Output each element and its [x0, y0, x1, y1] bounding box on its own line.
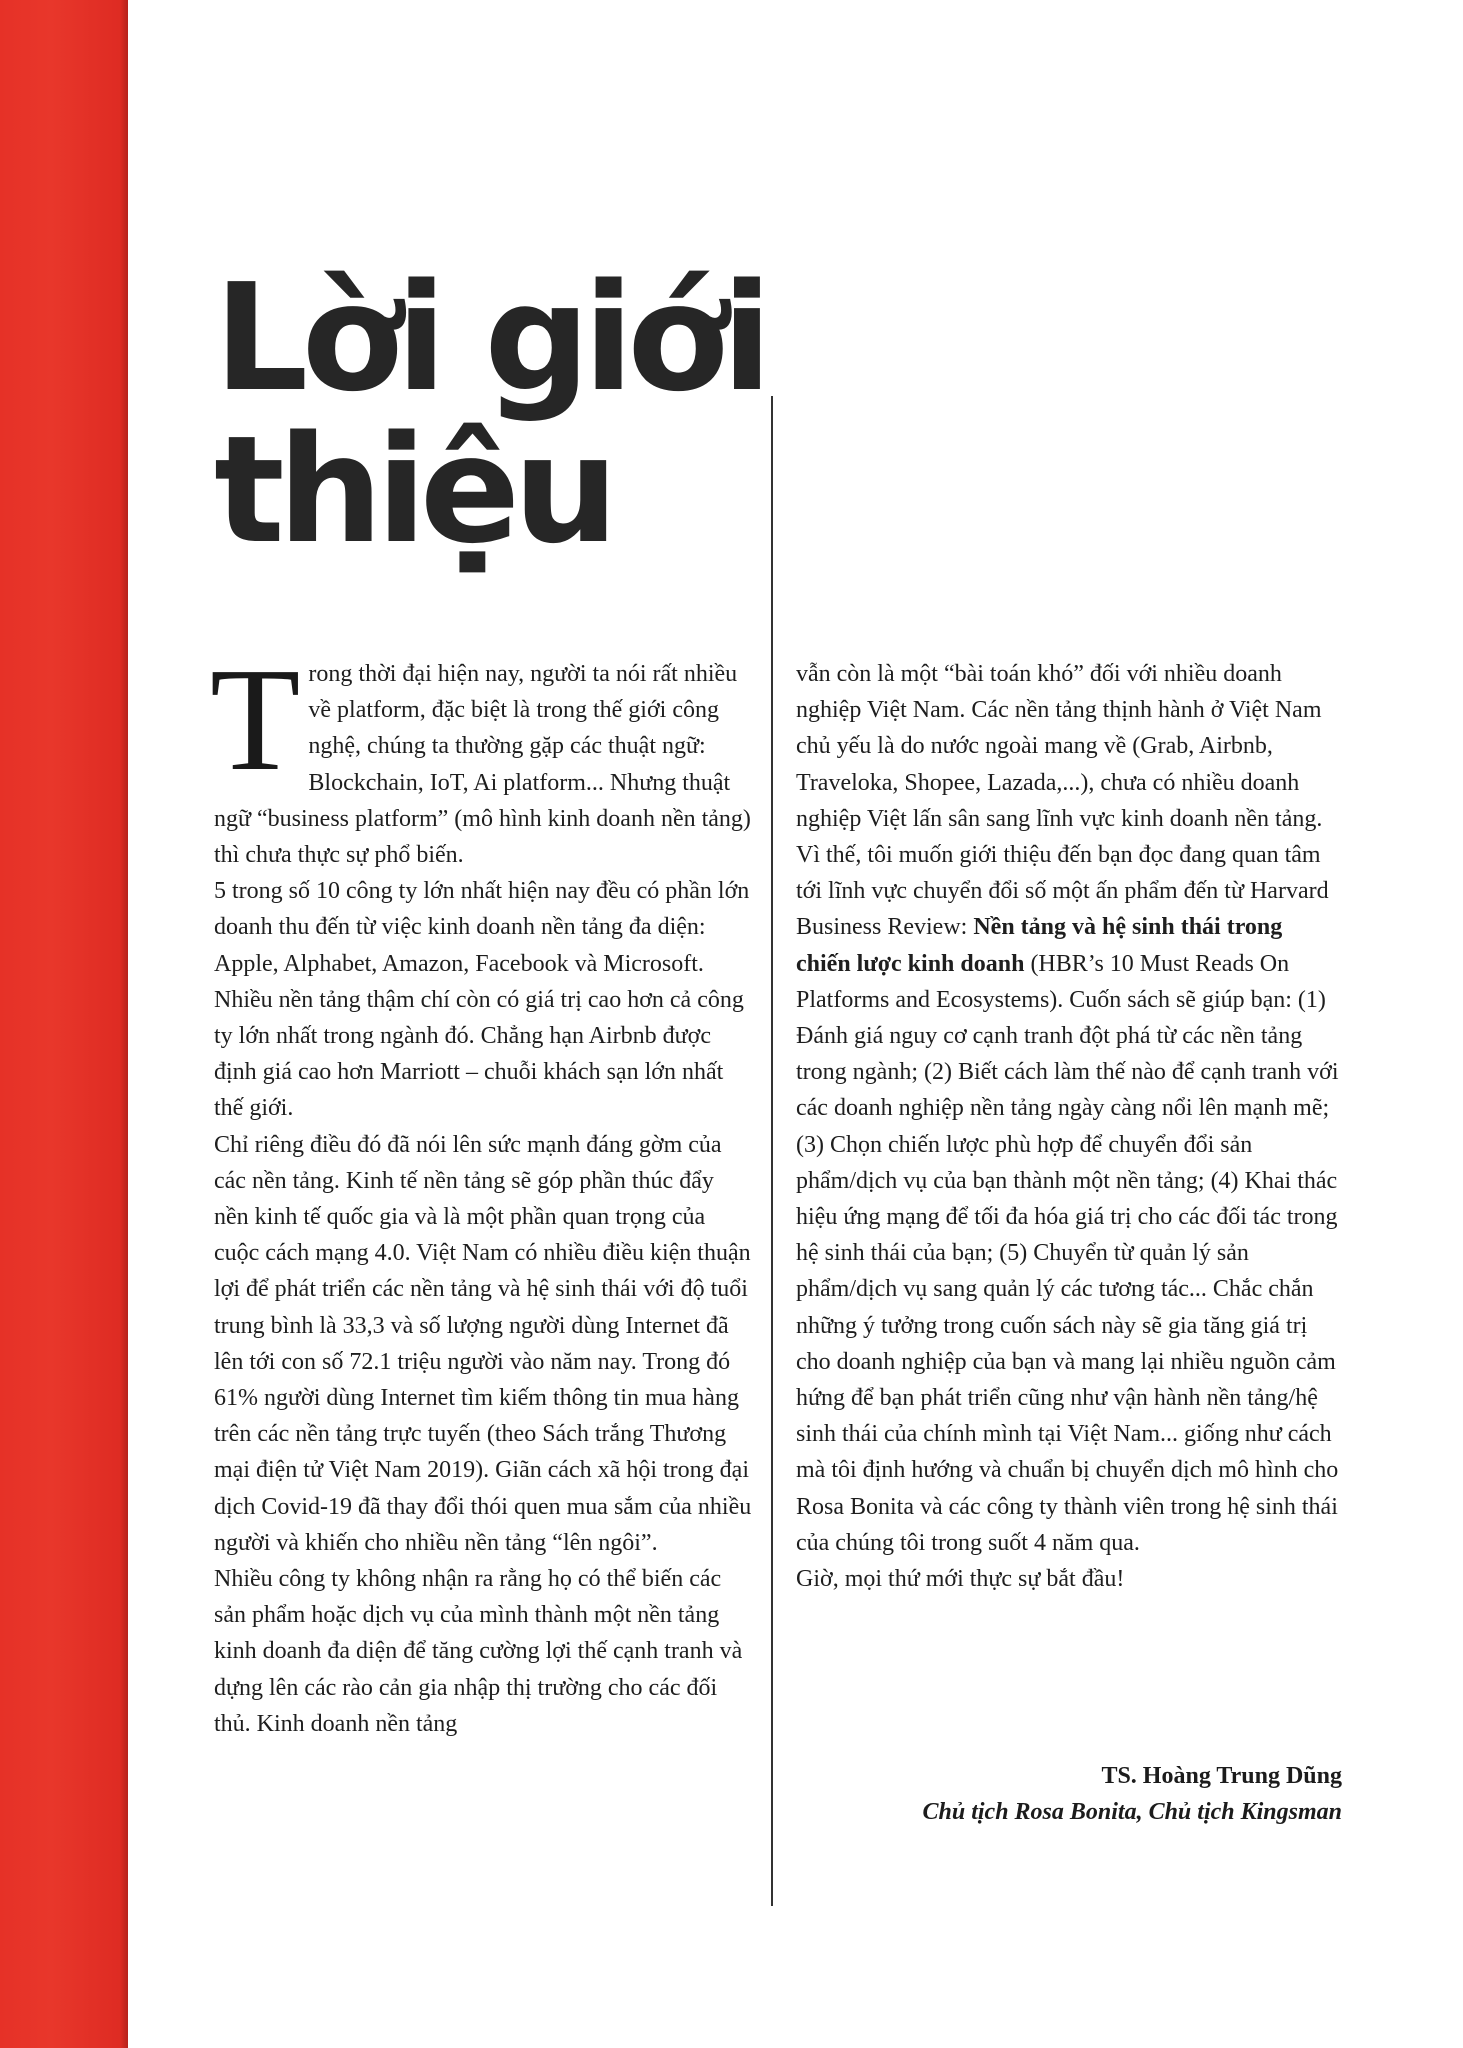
paragraph-business-platform: Nhiều công ty không nhận ra rằng họ có thể biến các sản phẩm hoặc dịch vụ của mình thành một nền tảng kinh doanh đa diện để tăng cường lợi thế cạnh tranh và dựng lên các rào cản gia nhập thị trường cho các đối thủ. Kinh doanh nền tảng [214, 1566, 743, 1737]
paragraph-companies: 5 trong số 10 công ty lớn nhất hiện nay đều có phần lớn doanh thu đến từ việc kinh doanh nền tảng đa diện: Apple, Alphabet, Amazon, Facebook và Microsoft. Nhiều nền tảng thậm chí còn có giá trị cao hơn cả công ty lớn nhất trong ngành đó. Chẳng hạn Airbnb được định giá cao hơn Marriott – chuỗi khách sạn lớn nhất thế giới. [214, 878, 750, 1122]
page-title: Lời giới thiệu [214, 252, 766, 576]
column-divider [771, 396, 773, 1906]
author-role: Chủ tịch Rosa Bonita, Chủ tịch Kingsman [922, 1799, 1342, 1825]
paragraph-intro-text: rong thời đại hiện nay, người ta nói rất nhiều về platform, đặc biệt là trong thế giới công nghệ, chúng ta thường gặp các thuật ngữ: Blockchain, IoT, Ai platform... Nhưng thuật ngữ “business platform” (mô hình kinh doanh nền tảng) thì chưa thực sự phổ biến. [214, 661, 751, 869]
book-benefits-text: (HBR’s 10 Must Reads On Platforms and Ecosystems). Cuốn sách sẽ giúp bạn: (1) Đánh giá nguy cơ cạnh tranh đột phá từ các nền tảng trong ngành; (2) Biết cách làm thế nào để cạnh tranh với các doanh nghiệp nền tảng ngày càng nổi lên mạnh mẽ; (3) Chọn chiến lược phù hợp để chuyển đổi sản phẩm/dịch vụ của bạn thành một nền tảng; (4) Khai thác hiệu ứng mạng để tối đa hóa giá trị cho các đối tác trong hệ sinh thái của bạn; (5) Chuyển từ quản lý sản phẩm/dịch vụ sang quản lý các tương tác... Chắc chắn những ý tưởng trong cuốn sách này sẽ gia tăng giá trị cho doanh nghiệp của bạn và mang lại nhiều nguồn cảm hứng để bạn phát triển cũng như vận hành nền tảng/hệ sinh thái của chính mình tại Việt Nam... giống như cách mà tôi định hướng và chuẩn bị chuyển dịch mô hình cho Rosa Bonita và các công ty thành viên trong hệ sinh thái của chúng tôi trong suốt 4 năm qua. [796, 950, 1339, 1556]
left-column [210, 638, 754, 1742]
red-side-band [0, 0, 128, 2048]
paragraph-book-intro [796, 837, 1342, 1561]
paragraph-continuation: vẫn còn là một “bài toán khó” đối với nhiều doanh nghiệp Việt Nam. Các nền tảng thịnh hành ở Việt Nam chủ yếu là do nước ngoài mang về (Grab, Airbnb, Traveloka, Shopee, Lazada,...), chưa có nhiều doanh nghiệp Việt lấn sân sang lĩnh vực kinh doanh nền tảng. [796, 661, 1323, 832]
book-intro-text: Vì thế, tôi muốn giới thiệu đến bạn đọc đang quan tâm tới lĩnh vực chuyển đổi số một ấn phẩm đến từ Harvard Business Review: [796, 842, 1329, 941]
book-title: Nền tảng và hệ sinh thái trong chiến lược kinh doanh [796, 914, 1283, 977]
right-column [796, 656, 1342, 1597]
paragraph-platform-power: Chỉ riêng điều đó đã nói lên sức mạnh đáng gờm của các nền tảng. Kinh tế nền tảng sẽ góp phần thúc đẩy nền kinh tế quốc gia và là một phần quan trọng của cuộc cách mạng 4.0. Việt Nam có nhiều điều kiện thuận lợi để phát triển các nền tảng và hệ sinh thái với độ tuổi trung bình là 33,3 và số lượng người dùng Internet đã lên tới con số 72.1 triệu người vào năm nay. Trong đó 61% người dùng Internet tìm kiếm thông tin mua hàng trên các nền tảng trực tuyến (theo Sách trắng Thương mại điện tử Việt Nam 2019). Giãn cách xã hội trong đại dịch Covid-19 đã thay đổi thói quen mua sắm của nhiều người và khiến cho nhiều nền tảng “lên ngôi”. [214, 1131, 752, 1556]
paragraph-closing: Giờ, mọi thứ mới thực sự bắt đầu! [796, 1566, 1125, 1593]
paragraph-intro [210, 638, 754, 873]
signature-block [796, 1758, 1342, 1830]
author-name: TS. Hoàng Trung Dũng [1101, 1763, 1342, 1789]
drop-cap: T [210, 638, 301, 802]
